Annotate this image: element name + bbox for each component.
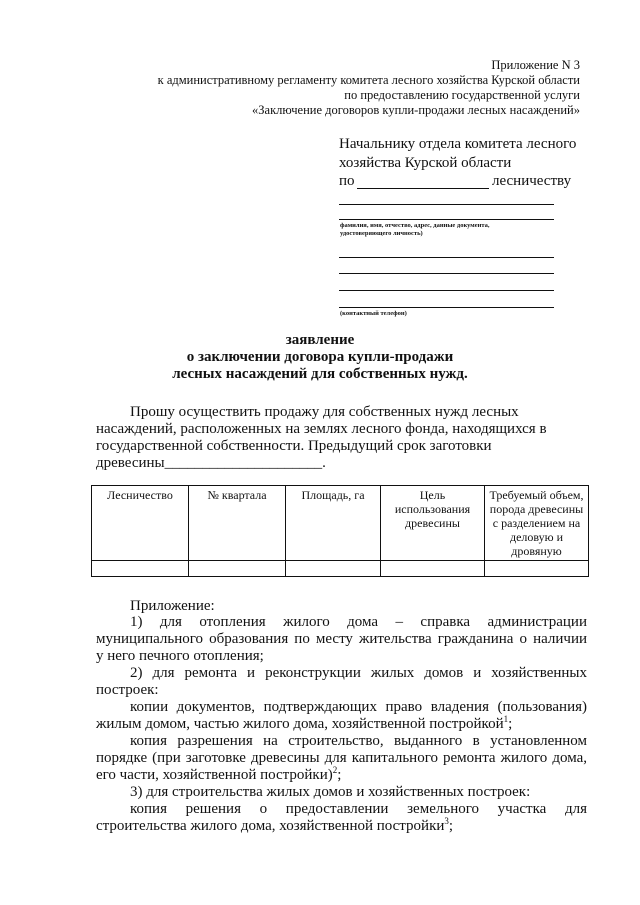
addressee-line-1: Начальнику отдела комитета лесного (339, 136, 577, 152)
phone-note: (контактный телефон) (340, 310, 407, 317)
col-volume: Требуемый объем, порода древесины с разделением на деловую и дровяную (485, 486, 589, 561)
applicant-note: фамилия, имя, отчество, адрес, данные документа, удостоверяющего личность) (340, 222, 490, 237)
applicant-line-4[interactable] (339, 273, 554, 274)
attachment-item-2b-line-2: порядке (при заготовке древесины для капитального ремонта жилого дома, (96, 750, 587, 766)
attachment-item-3-line-1: 3) для строительства жилых домов и хозяйственных построек: (130, 784, 531, 800)
attachment-item-2b-line-3: его части, хозяйственной постройки)$^2$; (96, 765, 342, 783)
applicant-line-2[interactable] (339, 219, 554, 220)
attachment-item-2-line-1: 2) для ремонта и реконструкции жилых домов и хозяйственных (130, 665, 587, 681)
addressee-prefix: по (339, 173, 355, 189)
request-line-1: Прошу осуществить продажу для собственных нужд лесных (130, 404, 519, 420)
request-line-4: древесины_____________________. (96, 455, 326, 471)
applicant-line-1[interactable] (339, 204, 554, 205)
timber-table (91, 485, 589, 577)
attachment-item-3a-line-1: копия решения о предоставлении земельного участка для (130, 801, 587, 817)
attachment-item-1-line-3: у него печного отопления; (96, 648, 264, 664)
cell-forestry[interactable] (92, 561, 189, 577)
appendix-regulation: к административному регламенту комитета лесного хозяйства Курской области (157, 73, 580, 87)
col-area: Площадь, га (286, 486, 381, 561)
attachment-item-2-line-2: построек: (96, 682, 159, 698)
attachment-item-2b-line-1: копия разрешения на строительство, выданного в установленном (130, 733, 587, 749)
attachment-heading: Приложение: (130, 598, 215, 614)
col-forestry: Лесничество (92, 486, 189, 561)
cell-area[interactable] (286, 561, 381, 577)
addressee-suffix: лесничеству (492, 173, 572, 189)
attachment-item-1-line-1: 1) для отопления жилого дома – справка администрации (130, 614, 587, 630)
document-title: заявление о заключении договора купли-продажи лесных насаждений для собственных нужд. (172, 332, 468, 382)
appendix-service: по предоставлению государственной услуги (344, 88, 580, 102)
col-quarter: № квартала (189, 486, 286, 561)
table-row (92, 561, 589, 577)
request-line-2: насаждений, расположенных на землях лесного фонда, находящихся в (96, 421, 547, 437)
appendix-header (20, 58, 580, 118)
table-header-row (92, 486, 589, 561)
attachment-item-1-line-2: муниципального образования по месту жительства гражданина о наличии (96, 631, 587, 647)
footnote-1: 1 (503, 714, 509, 724)
attachment-item-2a-line-2: жилым домом, частью жилого дома, хозяйственной постройкой$^1$; (96, 714, 513, 732)
request-line-3: государственной собственности. Предыдущий срок заготовки (96, 438, 492, 454)
forestry-blank[interactable] (357, 188, 489, 189)
attachment-item-3a-line-2: строительства жилого дома, хозяйственной постройки$^3$; (96, 816, 454, 834)
addressee-line-2: хозяйства Курской области (339, 155, 512, 171)
cell-volume[interactable] (485, 561, 589, 577)
footnote-2: 2 (332, 765, 338, 775)
applicant-line-3[interactable] (339, 257, 554, 258)
phone-line[interactable] (339, 307, 554, 308)
applicant-line-5[interactable] (339, 290, 554, 291)
col-purpose: Цель использования древесины (381, 486, 485, 561)
cell-quarter[interactable] (189, 561, 286, 577)
appendix-service-name: «Заключение договоров купли-продажи лесных насаждений» (252, 103, 580, 117)
cell-purpose[interactable] (381, 561, 485, 577)
attachment-item-2a-line-1: копии документов, подтверждающих право владения (пользования) (130, 699, 587, 715)
appendix-number: Приложение N 3 (491, 58, 580, 72)
footnote-3: 3 (444, 816, 449, 826)
